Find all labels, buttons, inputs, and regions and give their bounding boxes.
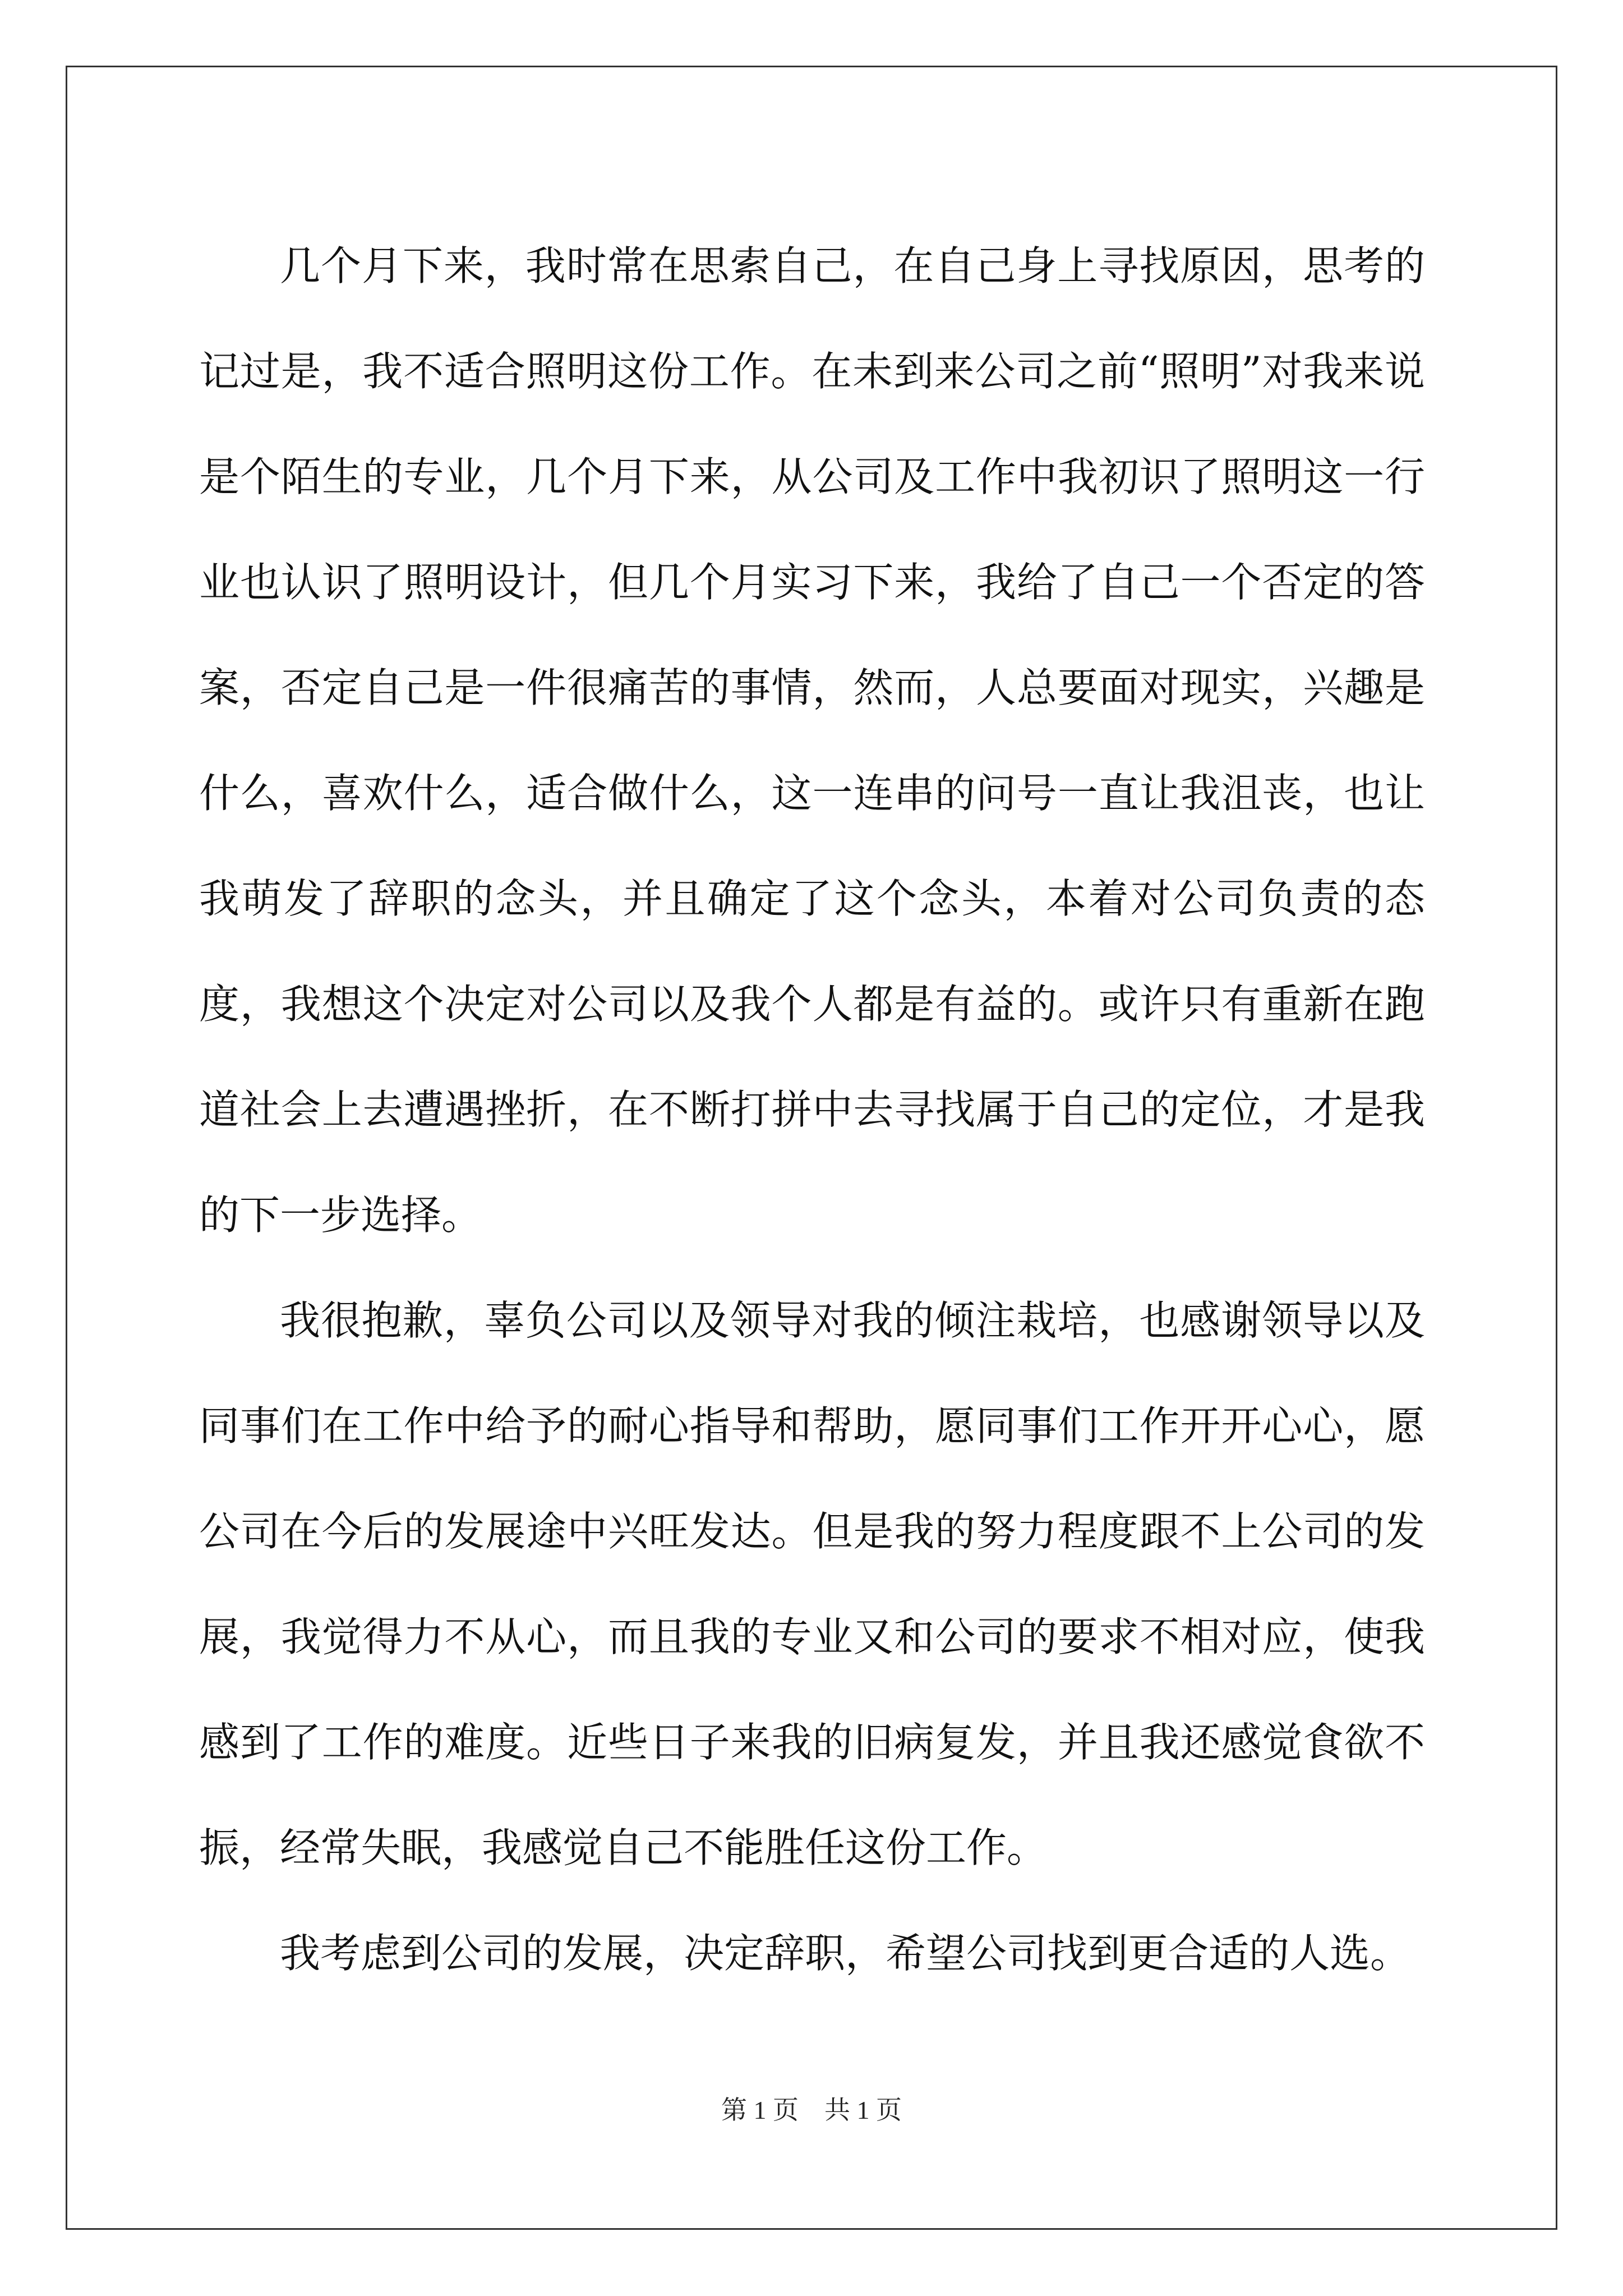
page-number-footer: 第 1 页 共 1 页: [721, 2096, 902, 2124]
paragraph-2: 我很抱歉，辜负公司以及领导对我的倾注栽培，也感谢领导以及同事们在工作中给予的耐心指导和帮助，愿同事们工作开开心心，愿公司在今后的发展途中兴旺发达。但是我的努力程度跟不上公司的发展，我觉得力不从心，而且我的专业又和公司的要求不相对应，使我感到了工作的难度。近些日子来我的旧病复发，并且我还感觉食欲不振，经常失眠，我感觉自己不能胜任这份工作。: [199, 1297, 1425, 1871]
paragraph-1: 几个月下来，我时常在思索自己，在自己身上寻找原因，思考的记过是，我不适合照明这份工作。在未到来公司之前“照明”对我来说是个陌生的专业，几个月下来，从公司及工作中我初识了照明这一行业也认识了照明设计，但几个月实习下来，我给了自己一个否定的答案，否定自己是一件很痛苦的事情，然而，人总要面对现实，兴趣是什么，喜欢什么，适合做什么，这一连串的问号一直让我沮丧，也让我萌发了辞职的念头，并且确定了这个念头，本着对公司负责的态度，我想这个决定对公司以及我个人都是有益的。或许只有重新在跑道社会上去遭遇挫折，在不断打拼中去寻找属于自己的定位，才是我的下一步选择。: [199, 242, 1425, 1239]
document-body: [199, 213, 1425, 2006]
paragraph-3: 我考虑到公司的发展，决定辞职，希望公司找到更合适的人选。: [280, 1930, 1411, 1977]
